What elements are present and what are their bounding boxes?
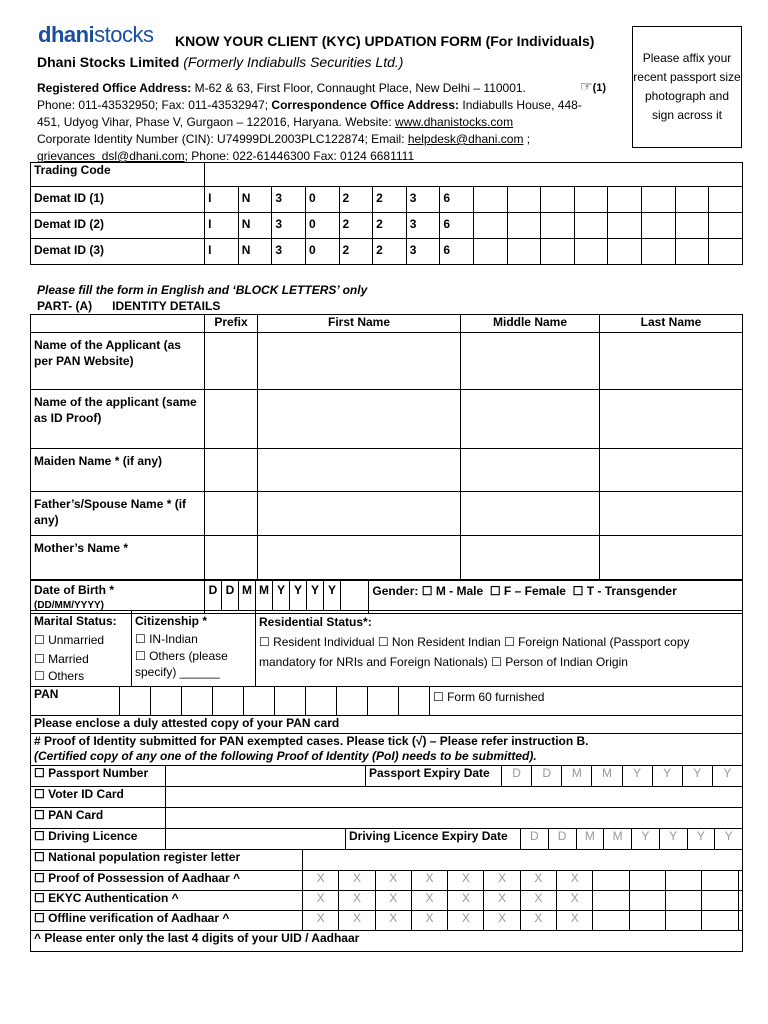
demat-digit-box[interactable]: N	[238, 187, 272, 213]
marital-unmarried[interactable]: ☐ Unmarried	[34, 633, 105, 647]
pan-char-box[interactable]	[275, 687, 306, 716]
date-digit-box[interactable]: M	[604, 829, 632, 849]
aadhaar-digit-box[interactable]: X	[303, 871, 339, 890]
aadhaar-digit-box[interactable]	[630, 891, 666, 910]
name-input-cell[interactable]	[461, 492, 600, 536]
gender-male[interactable]: ☐ M - Male	[421, 584, 484, 598]
demat-id-label: Demat ID (1)	[31, 187, 205, 213]
poi-table	[30, 733, 743, 766]
demat-digit-box[interactable]	[675, 213, 709, 239]
dob-label: Date of Birth * (DD/MM/YYYY)	[31, 581, 205, 614]
name-row-label: Name of the Applicant (as per PAN Website)	[31, 333, 205, 390]
pan-card-option[interactable]: ☐ PAN Card	[31, 808, 166, 829]
poi-aadhaar	[30, 849, 743, 952]
dob-boxes-cell	[205, 581, 369, 614]
demat-digit-box[interactable]	[709, 213, 743, 239]
demat-digit-box[interactable]	[507, 239, 541, 265]
pan-char-box[interactable]	[337, 687, 368, 716]
name-input-cell[interactable]	[205, 390, 258, 449]
demat-digit-box[interactable]: 6	[440, 239, 474, 265]
pan-char-box[interactable]	[306, 687, 337, 716]
aadhaar-digit-box[interactable]: X	[303, 911, 339, 930]
aadhaar-digit-box[interactable]: X	[412, 871, 448, 890]
npr-input[interactable]	[303, 850, 743, 871]
passport-option[interactable]: ☐ Passport Number	[31, 766, 166, 787]
name-row-label: Maiden Name * (if any)	[31, 449, 205, 492]
col-first-name: First Name	[258, 315, 461, 333]
name-row-label: Father’s/Spouse Name * (if any)	[31, 492, 205, 536]
col-last-name: Last Name	[600, 315, 743, 333]
passport-expiry-label: Passport Expiry Date	[366, 766, 502, 787]
aadhaar-option[interactable]: ☐ EKYC Authentication ^	[31, 891, 303, 911]
passport-number-input[interactable]	[166, 766, 366, 787]
date-digit-box[interactable]: M	[562, 766, 592, 786]
demat-digit-box[interactable]: 3	[406, 213, 440, 239]
demat-digit-box[interactable]: I	[205, 239, 239, 265]
poi-passport	[30, 765, 743, 829]
date-digit-box[interactable]: Y	[723, 766, 732, 780]
name-input-cell[interactable]	[205, 536, 258, 580]
demat-digit-box[interactable]: 2	[373, 239, 407, 265]
demat-digit-box[interactable]: 2	[339, 213, 373, 239]
demat-digit-box[interactable]: 6	[440, 213, 474, 239]
aadhaar-digit-box[interactable]	[702, 871, 738, 890]
date-digit-box[interactable]: Y	[683, 766, 713, 786]
status-table	[30, 610, 743, 687]
date-digit-box[interactable]: Y	[660, 829, 688, 849]
email-link[interactable]: helpdesk@dhani.com	[407, 132, 524, 146]
pan-enclose-note: Please enclose a duly attested copy of your PAN card	[31, 716, 743, 734]
demat-digit-box[interactable]: 2	[339, 239, 373, 265]
pan-char-box[interactable]	[120, 687, 151, 716]
dob-digit-box[interactable]: Y	[290, 581, 307, 610]
demat-table	[30, 162, 743, 265]
aadhaar-digit-box[interactable]	[593, 911, 629, 930]
name-input-cell[interactable]	[600, 536, 743, 580]
aadhaar-digit-box[interactable]: X	[448, 871, 484, 890]
name-input-cell[interactable]	[461, 449, 600, 492]
dhani-stocks-logo: dhanistocks	[38, 22, 154, 47]
pan-char-box[interactable]	[182, 687, 213, 716]
aadhaar-digit-box[interactable]: X	[557, 891, 593, 910]
demat-digit-box[interactable]	[507, 187, 541, 213]
aadhaar-digits-cell	[303, 891, 743, 911]
aadhaar-digit-box[interactable]: X	[557, 911, 593, 930]
aadhaar-option[interactable]: ☐ Proof of Possession of Aadhaar ^	[31, 871, 303, 891]
name-row-label: Name of the applicant (same as ID Proof)	[31, 390, 205, 449]
grievance-email-link[interactable]: grievances_dsl@dhani.com	[37, 149, 185, 163]
aadhaar-digits-cell	[303, 911, 743, 931]
aadhaar-digit-box[interactable]: X	[521, 891, 557, 910]
name-input-cell[interactable]	[600, 333, 743, 390]
gender-female[interactable]: ☐ F – Female	[489, 584, 566, 598]
dob-table	[30, 580, 743, 614]
dl-option[interactable]: ☐ Driving Licence	[31, 829, 166, 850]
demat-digit-box[interactable]	[473, 187, 507, 213]
demat-digit-box[interactable]	[709, 187, 743, 213]
demat-digit-box[interactable]: 3	[406, 187, 440, 213]
aadhaar-digit-box[interactable]	[630, 911, 666, 930]
aadhaar-digit-box[interactable]	[666, 871, 702, 890]
date-digit-box[interactable]: Y	[688, 829, 716, 849]
marital-status: Marital Status: ☐ Unmarried ☐ Married ☐ Others	[31, 611, 132, 687]
name-input-cell[interactable]	[258, 333, 461, 390]
date-digit-box[interactable]: Y	[653, 766, 683, 786]
demat-digit-box[interactable]	[642, 187, 676, 213]
part-a-heading: PART- (A) IDENTITY DETAILS	[37, 299, 221, 313]
date-digit-box[interactable]: M	[577, 829, 605, 849]
dl-expiry-label: Driving Licence Expiry Date	[346, 829, 521, 850]
form60-checkbox[interactable]: ☐ Form 60 furnished	[430, 687, 743, 716]
website-link[interactable]: www.dhanistocks.com	[395, 115, 514, 129]
demat-digit-box[interactable]: 3	[272, 213, 306, 239]
date-digit-box[interactable]: Y	[632, 829, 660, 849]
pan-card-input[interactable]	[166, 808, 743, 829]
pointing-hand-icon: ☞(1)	[580, 78, 607, 94]
aadhaar-footer-note: ^ Please enter only the last 4 digits of your UID / Aadhaar	[31, 931, 743, 952]
demat-digit-box[interactable]	[541, 239, 575, 265]
demat-digit-box[interactable]	[709, 239, 743, 265]
photo-box[interactable]: Please affix your recent passport size photograph and sign across it	[632, 26, 742, 148]
aadhaar-digit-box[interactable]: X	[412, 891, 448, 910]
pan-table	[30, 686, 743, 734]
marital-others[interactable]: ☐ Others	[34, 669, 85, 683]
dob-digit-box[interactable]: M	[256, 581, 273, 610]
pan-char-box[interactable]	[213, 687, 244, 716]
aadhaar-digits-cell	[303, 871, 743, 891]
dob-digit-box[interactable]: Y	[307, 581, 324, 610]
aadhaar-digit-box[interactable]: X	[448, 891, 484, 910]
voter-option[interactable]: ☐ Voter ID Card	[31, 787, 166, 808]
demat-digit-box[interactable]	[608, 239, 642, 265]
aadhaar-digit-box[interactable]: X	[339, 891, 375, 910]
aadhaar-digit-box[interactable]	[666, 891, 702, 910]
demat-digit-box[interactable]: 3	[272, 187, 306, 213]
pan-char-box[interactable]	[151, 687, 182, 716]
demat-digit-box[interactable]	[574, 213, 608, 239]
name-input-cell[interactable]	[258, 536, 461, 580]
demat-digit-box[interactable]	[574, 239, 608, 265]
aadhaar-digit-box[interactable]: X	[521, 911, 557, 930]
aadhaar-digit-box[interactable]: X	[484, 891, 520, 910]
demat-digit-box[interactable]	[642, 213, 676, 239]
aadhaar-digit-box[interactable]	[666, 911, 702, 930]
aadhaar-digit-box[interactable]: X	[339, 911, 375, 930]
demat-digit-box[interactable]: 0	[305, 187, 339, 213]
demat-digit-box[interactable]	[675, 239, 709, 265]
demat-digit-box[interactable]	[675, 187, 709, 213]
aadhaar-digit-box[interactable]: X	[484, 911, 520, 930]
demat-digit-box[interactable]: I	[205, 213, 239, 239]
demat-digit-box[interactable]: N	[238, 239, 272, 265]
trading-code-input[interactable]	[205, 163, 743, 187]
demat-digit-box[interactable]	[473, 213, 507, 239]
residential-options-2[interactable]: mandatory for NRIs and Foreign Nationals) ☐ Person of Indian Origin	[259, 655, 628, 669]
name-input-cell[interactable]	[258, 390, 461, 449]
date-digit-box[interactable]: Y	[724, 829, 733, 843]
demat-id-label: Demat ID (3)	[31, 239, 205, 265]
demat-digit-box[interactable]	[642, 239, 676, 265]
demat-digit-box[interactable]: N	[238, 213, 272, 239]
trading-code-label: Trading Code	[31, 163, 205, 187]
dl-input[interactable]	[166, 829, 346, 850]
gender-field: Gender: ☐ M - Male ☐ F – Female ☐ T - Transgender	[369, 581, 743, 614]
name-input-cell[interactable]	[600, 390, 743, 449]
name-input-cell[interactable]	[205, 449, 258, 492]
aadhaar-digit-box[interactable]	[593, 871, 629, 890]
date-digit-box[interactable]: D	[521, 829, 549, 849]
aadhaar-digit-box[interactable]	[630, 871, 666, 890]
residential-options-1[interactable]: ☐ Resident Individual ☐ Non Resident Indian ☐ Foreign National (Passport copy	[259, 635, 690, 649]
demat-digit-box[interactable]	[473, 239, 507, 265]
demat-digit-box[interactable]: 0	[305, 239, 339, 265]
dob-digit-box[interactable]: D	[205, 581, 222, 610]
demat-digit-box[interactable]	[541, 187, 575, 213]
demat-digit-box[interactable]: 2	[373, 213, 407, 239]
demat-digit-box[interactable]	[608, 187, 642, 213]
name-input-cell[interactable]	[461, 536, 600, 580]
citizenship-others[interactable]: ☐ Others (please specify) ______	[135, 649, 228, 679]
aadhaar-digit-box[interactable]	[593, 891, 629, 910]
date-digit-box[interactable]: D	[532, 766, 562, 786]
aadhaar-digit-box[interactable]: X	[339, 871, 375, 890]
demat-digit-box[interactable]	[608, 213, 642, 239]
name-input-cell[interactable]	[258, 449, 461, 492]
aadhaar-digit-box[interactable]: X	[521, 871, 557, 890]
date-digit-box[interactable]: Y	[623, 766, 653, 786]
col-prefix: Prefix	[205, 315, 258, 333]
aadhaar-digit-box[interactable]: X	[376, 911, 412, 930]
date-digit-box[interactable]: D	[502, 766, 532, 786]
demat-digit-box[interactable]	[541, 213, 575, 239]
aadhaar-option[interactable]: ☐ Offline verification of Aadhaar ^	[31, 911, 303, 931]
poi-dl	[30, 828, 743, 850]
pan-char-box[interactable]	[244, 687, 275, 716]
aadhaar-digit-box[interactable]: X	[376, 891, 412, 910]
name-input-cell[interactable]	[205, 333, 258, 390]
names-table	[30, 314, 743, 580]
name-input-cell[interactable]	[205, 492, 258, 536]
aadhaar-digit-box[interactable]	[702, 891, 738, 910]
aadhaar-digit-box[interactable]	[702, 911, 738, 930]
name-input-cell[interactable]	[258, 492, 461, 536]
name-input-cell[interactable]	[600, 449, 743, 492]
residential-status: Residential Status*: ☐ Resident Individual ☐ Non Resident Indian ☐ Foreign National (Passport copy mandatory for NRIs and Foreign Nationals) ☐ Person of Indian Origin	[256, 611, 743, 687]
aadhaar-digit-box[interactable]: X	[412, 911, 448, 930]
aadhaar-digit-box[interactable]: X	[484, 871, 520, 890]
dob-digit-box[interactable]: Y	[273, 581, 290, 610]
address-block: Registered Office Address: M-62 & 63, First Floor, Connaught Place, New Delhi – 110001. Phone: 011-43532950; Fax: 011-43532947; Correspondence Office Address: Indiabulls House, 448-451, Udyog Vihar, Phase V, Gurgaon – 122016, Haryana. Website: www.dhanistocks.com Corporate Identity Number (CIN): U74999DL2003PLC122874; Email: helpdesk@dhani.com ; grievances_dsl@dhani.com; Phone: 022-61446300 Fax: 0124 6681111	[37, 81, 582, 163]
dob-digit-box[interactable]: Y	[324, 581, 341, 610]
aadhaar-digit-box[interactable]: X	[557, 871, 593, 890]
demat-digit-box[interactable]	[574, 187, 608, 213]
date-digit-box[interactable]: M	[592, 766, 622, 786]
demat-digit-box[interactable]: 2	[339, 187, 373, 213]
passport-expiry-boxes[interactable]	[502, 766, 743, 787]
form-title: KNOW YOUR CLIENT (KYC) UPDATION FORM (For Individuals)	[175, 33, 595, 49]
pan-label: PAN	[31, 687, 120, 716]
gender-transgender[interactable]: ☐ T - Transgender	[572, 584, 677, 598]
dob-digit-box[interactable]: M	[239, 581, 256, 610]
npr-option[interactable]: ☐ National population register letter	[31, 850, 303, 871]
pan-char-box[interactable]	[399, 687, 430, 716]
demat-id-label: Demat ID (2)	[31, 213, 205, 239]
citizenship: Citizenship * ☐ IN-Indian ☐ Others (please specify) ______	[132, 611, 256, 687]
col-middle-name: Middle Name	[461, 315, 600, 333]
demat-digit-box[interactable]: 3	[406, 239, 440, 265]
aadhaar-digit-box[interactable]: X	[303, 891, 339, 910]
dl-expiry-boxes[interactable]	[521, 829, 743, 850]
aadhaar-digit-box[interactable]: X	[448, 911, 484, 930]
name-input-cell[interactable]	[600, 492, 743, 536]
aadhaar-digit-box[interactable]: X	[376, 871, 412, 890]
demat-digit-box[interactable]: 0	[305, 213, 339, 239]
name-input-cell[interactable]	[461, 333, 600, 390]
demat-digit-box[interactable]: 2	[373, 187, 407, 213]
citizenship-indian[interactable]: ☐ IN-Indian	[135, 632, 198, 646]
voter-input[interactable]	[166, 787, 743, 808]
demat-digit-box[interactable]: 6	[440, 187, 474, 213]
demat-digit-box[interactable]	[507, 213, 541, 239]
poi-instruction: # Proof of Identity submitted for PAN exempted cases. Please tick (√) – Please refer instruction B. (Certified copy of any one of the following Proof of Identity (PoI) needs to be submitted).	[31, 734, 743, 766]
name-input-cell[interactable]	[461, 390, 600, 449]
dob-digit-box[interactable]: D	[222, 581, 239, 610]
demat-digit-box[interactable]: 3	[272, 239, 306, 265]
marital-married[interactable]: ☐ Married	[34, 652, 89, 666]
name-row-label: Mother’s Name *	[31, 536, 205, 580]
demat-digit-box[interactable]: I	[205, 187, 239, 213]
date-digit-box[interactable]: D	[549, 829, 577, 849]
pan-char-box[interactable]	[368, 687, 399, 716]
company-name: Dhani Stocks Limited (Formerly Indiabulls Securities Ltd.)	[37, 54, 404, 70]
fill-note: Please fill the form in English and ‘BLOCK LETTERS’ only	[37, 283, 368, 297]
